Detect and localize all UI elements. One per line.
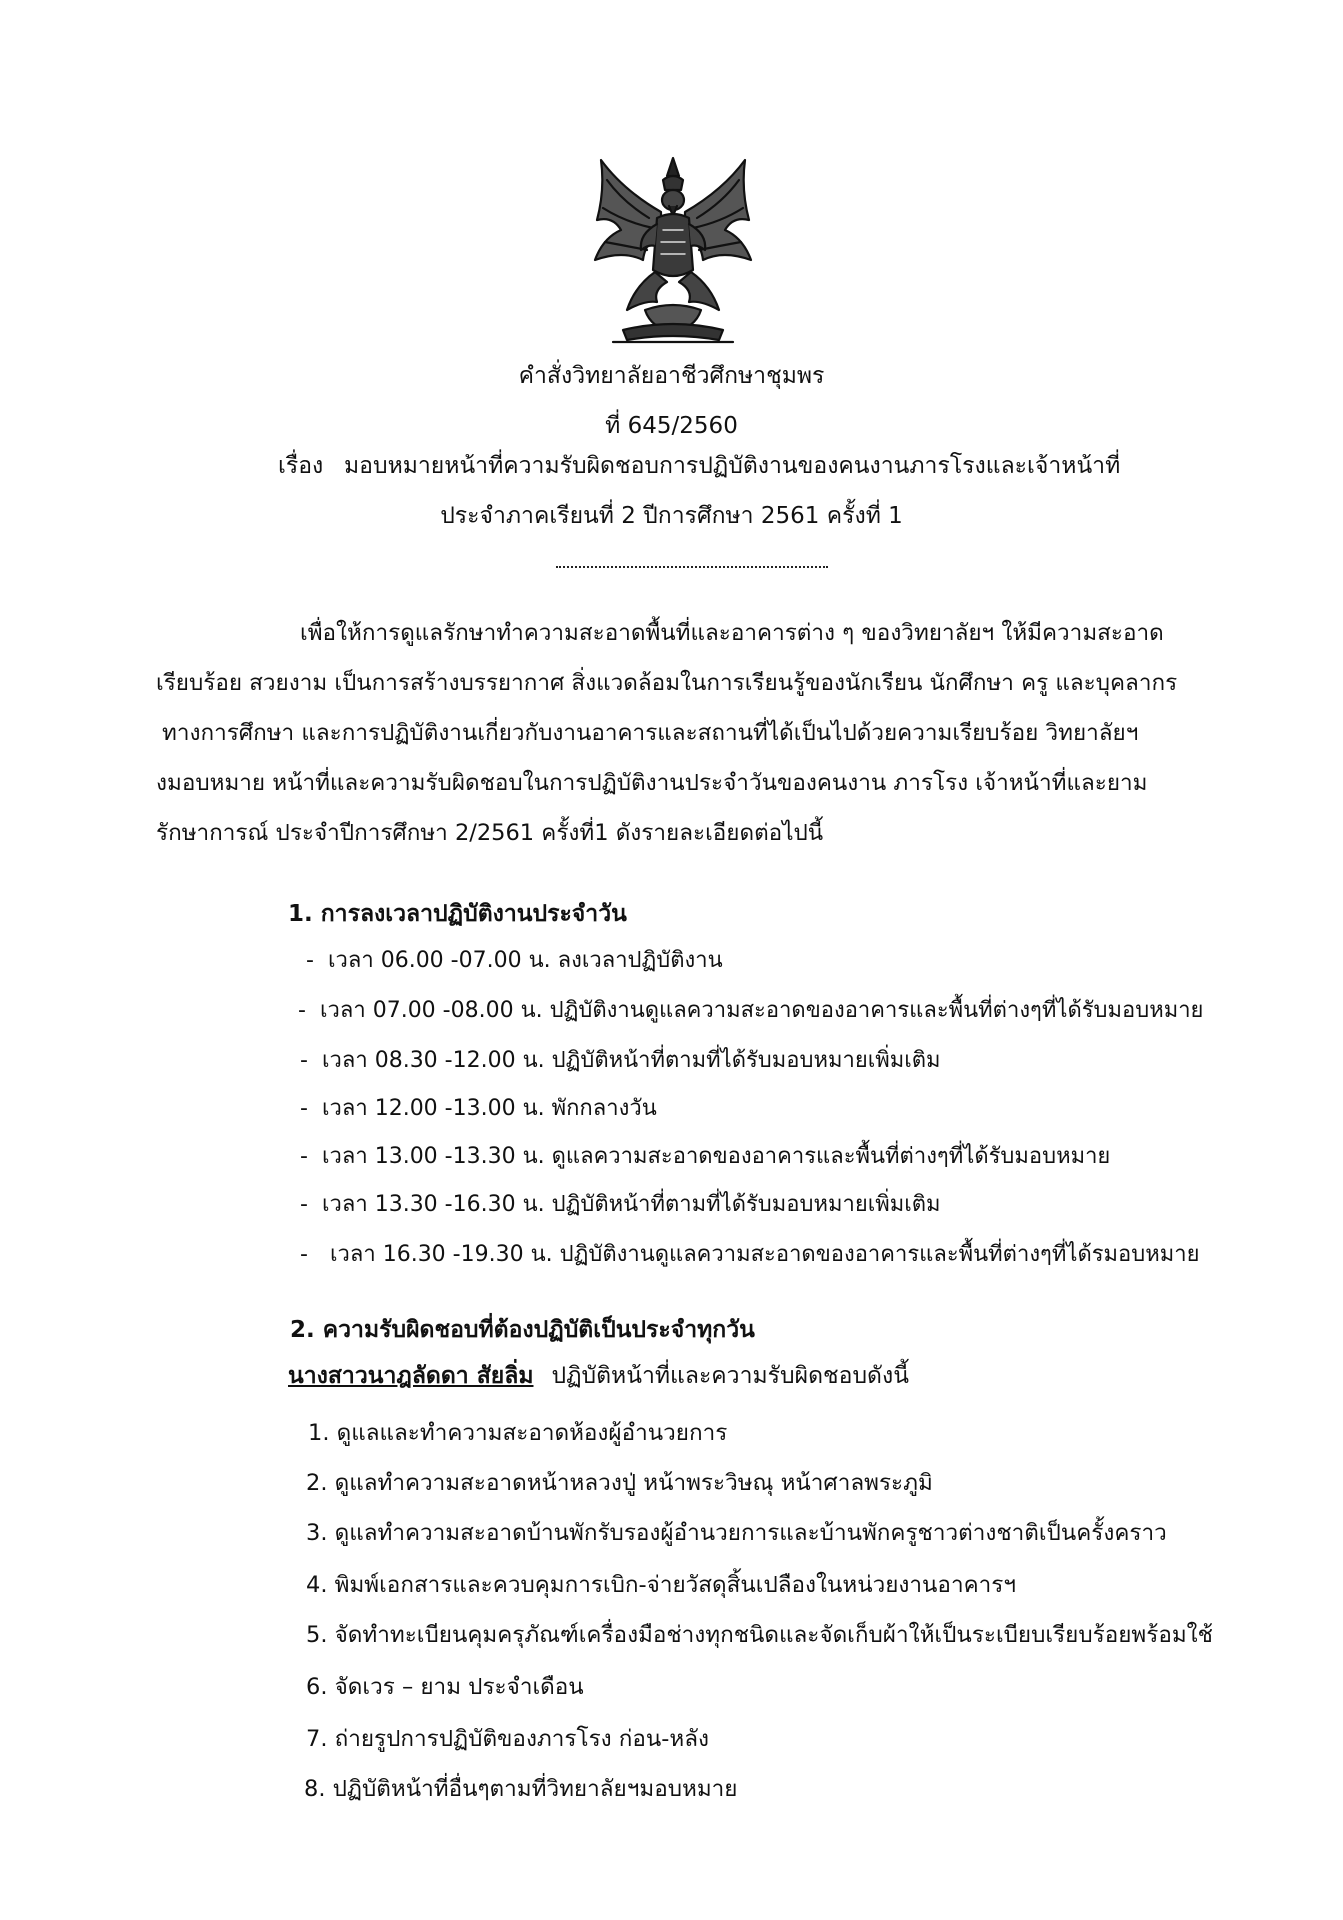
subject-text-1: มอบหมายหน้าที่ความรับผิดชอบการปฏิบัติงานของคนงานภารโรงและเจ้าหน้าที่ (344, 453, 1121, 479)
schedule-item: - เวลา 08.30 -12.00 น. ปฏิบัติหน้าที่ตามที่ได้รับมอบหมายเพิ่มเติม (300, 1048, 941, 1073)
subject-label: เรื่อง (278, 453, 324, 479)
schedule-item: - เวลา 12.00 -13.00 น. พักกลางวัน (300, 1096, 657, 1121)
order-number: ที่ 645/2560 (605, 413, 738, 439)
schedule-item: - เวลา 07.00 -08.00 น. ปฏิบัติงานดูแลความสะอาดของอาคารและพื้นที่ต่างๆที่ได้รับมอบหมาย (298, 998, 1204, 1023)
duty-item: 1. ดูแลและทำความสะอาดห้องผู้อำนวยการ (308, 1420, 728, 1446)
intro-line-1: เพื่อให้การดูแลรักษาทำความสะอาดพื้นที่และอาคารต่าง ๆ ของวิทยาลัยฯ ให้มีความสะอาด (300, 620, 1164, 646)
order-title: คำสั่งวิทยาลัยอาชีวศึกษาชุมพร (518, 363, 825, 389)
duty-item: 3. ดูแลทำความสะอาดบ้านพักรับรองผู้อำนวยการและบ้านพักครูชาวต่างชาติเป็นครั้งคราว (306, 1520, 1167, 1546)
intro-line-2: เรียบร้อย สวยงาม เป็นการสร้างบรรยากาศ สิ่งแวดล้อมในการเรียนรู้ของนักเรียน นักศึกษา ครู และบุคลากร (156, 670, 1178, 696)
responsible-person-line (288, 1358, 909, 1394)
subject-line-1 (278, 448, 1120, 484)
schedule-item: - เวลา 13.30 -16.30 น. ปฏิบัติหน้าที่ตามที่ได้รับมอบหมายเพิ่มเติม (300, 1192, 941, 1217)
duty-item: 7. ถ่ายรูปการปฏิบัติของภารโรง ก่อน-หลัง (306, 1726, 710, 1752)
duty-item: 2. ดูแลทำความสะอาดหน้าหลวงปู่ หน้าพระวิษณุ หน้าศาลพระภูมิ (306, 1470, 933, 1496)
duty-item: 6. จัดเวร – ยาม ประจำเดือน (306, 1674, 584, 1700)
duty-item: 8. ปฏิบัติหน้าที่อื่นๆตามที่วิทยาลัยฯมอบหมาย (304, 1776, 738, 1802)
duty-item: 4. พิมพ์เอกสารและควบคุมการเบิก-จ่ายวัสดุสิ้นเปลืองในหน่วยงานอาคารฯ (306, 1572, 1016, 1598)
section1-heading: 1. การลงเวลาปฏิบัติงานประจำวัน (288, 901, 627, 927)
intro-line-3: ทางการศึกษา และการปฏิบัติงานเกี่ยวกับงานอาคารและสถานที่ได้เป็นไปด้วยความเรียบร้อย วิทยาลัยฯ (162, 720, 1139, 746)
garuda-emblem-icon (583, 150, 763, 350)
schedule-item: - เวลา 16.30 -19.30 น. ปฏิบัติงานดูแลความสะอาดของอาคารและพื้นที่ต่างๆที่ได้รมอบหมาย (300, 1242, 1200, 1267)
person-name: นางสาวนาฎลัดดา สัยลิ่ม (288, 1363, 534, 1389)
duty-item: 5. จัดทำทะเบียนคุมครุภัณฑ์เครื่องมือช่างทุกชนิดและจัดเก็บผ้าให้เป็นระเบียบเรียบร้อยพร้อมใช้ (306, 1622, 1213, 1648)
schedule-item: - เวลา 06.00 -07.00 น. ลงเวลาปฏิบัติงาน (306, 948, 723, 973)
intro-line-5: รักษาการณ์ ประจำปีการศึกษา 2/2561 ครั้งที่1 ดังรายละเอียดต่อไปนี้ (156, 820, 824, 846)
person-description: ปฏิบัติหน้าที่และความรับผิดชอบดังนี้ (551, 1363, 909, 1389)
schedule-item: - เวลา 13.00 -13.30 น. ดูแลความสะอาดของอาคารและพื้นที่ต่างๆที่ได้รับมอบหมาย (300, 1144, 1111, 1169)
subject-text-2: ประจำภาคเรียนที่ 2 ปีการศึกษา 2561 ครั้งที่ 1 (440, 503, 903, 529)
section2-heading: 2. ความรับผิดชอบที่ต้องปฏิบัติเป็นประจำทุกวัน (290, 1317, 755, 1343)
intro-line-4: งมอบหมาย หน้าที่และความรับผิดชอบในการปฏิบัติงานประจำวันของคนงาน ภารโรง เจ้าหน้าที่และยาม (156, 770, 1148, 796)
divider-dots (556, 560, 828, 568)
